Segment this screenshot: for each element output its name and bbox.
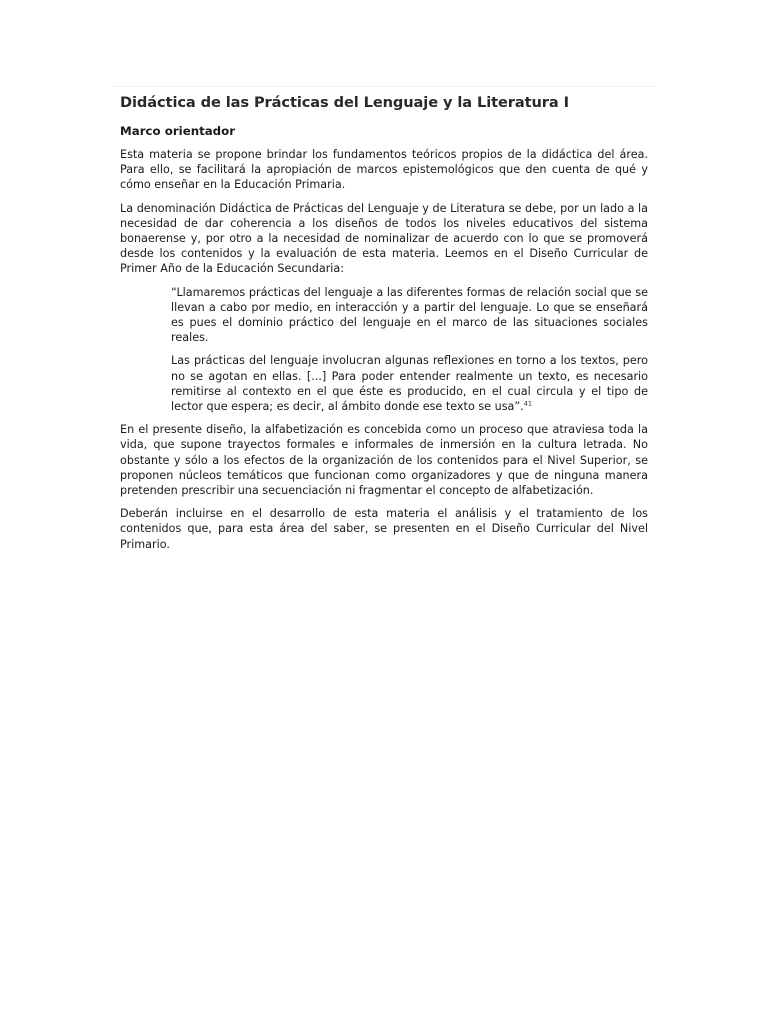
- quote-paragraph-with-footnote: [171, 353, 648, 414]
- paragraph-contents: Deberán incluirse en el desarrollo de esta materia el análisis y el tratamiento de los contenidos que, para esta área del saber, se presenten en el Diseño Curricular del Nivel Primario.: [120, 507, 648, 551]
- document-body: [120, 94, 648, 560]
- paragraph-intro: Esta materia se propone brindar los fundamentos teóricos propios de la didáctica del área. Para ello, se facilitará la apropiación de marcos epistemológicos que den cuenta de qué y cómo enseñar en la Educación Primaria.: [120, 148, 648, 192]
- document-title: Didáctica de las Prácticas del Lenguaje y la Literatura I: [120, 94, 569, 111]
- footnote-reference[interactable]: 41: [523, 399, 533, 408]
- quote-paragraph: “Llamaremos prácticas del lenguaje a las diferentes formas de relación social que se llevan a cabo por medio, en interacción y a partir del lenguaje. Lo que se enseñará es pues el dominio práctico del lenguaje en el marco de las situaciones sociales reales.: [171, 285, 648, 345]
- paragraph-literacy: En el presente diseño, la alfabetización es concebida como un proceso que atraviesa toda la vida, que supone trayectos formales e informales de inmersión en la cultura letrada. No obstante y sólo a los efectos de la organización de los contenidos para el Nivel Superior, se proponen núcleos temáticos que funcionan como organizadores y que de ninguna manera pretenden prescribir una secuenciación ni fragmentar el concepto de alfabetización.: [120, 423, 648, 498]
- page-top-rule: [112, 86, 656, 87]
- block-quote: [120, 285, 648, 415]
- paragraph-denomination: La denominación Didáctica de Prácticas del Lenguaje y de Literatura se debe, por un lado a la necesidad de dar coherencia a los diseños de todos los niveles educativos del sistema bonaerense y, por otro a la necesidad de nominalizar de acuerdo con lo que se promoverá desde los contenidos y la evaluación de esta materia. Leemos en el Diseño Curricular de Primer Año de la Educación Secundaria:: [120, 201, 648, 276]
- quote-text: Las prácticas del lenguaje involucran algunas reflexiones en torno a los textos, pero no se agotan en ellas. [...] Para poder entender realmente un texto, es necesario remitirse al contexto en el que éste es producido, en el cual circula y el tipo de lector que espera; es decir, al ámbito donde ese texto se usa”.: [171, 354, 648, 414]
- section-heading: Marco orientador: [120, 124, 236, 138]
